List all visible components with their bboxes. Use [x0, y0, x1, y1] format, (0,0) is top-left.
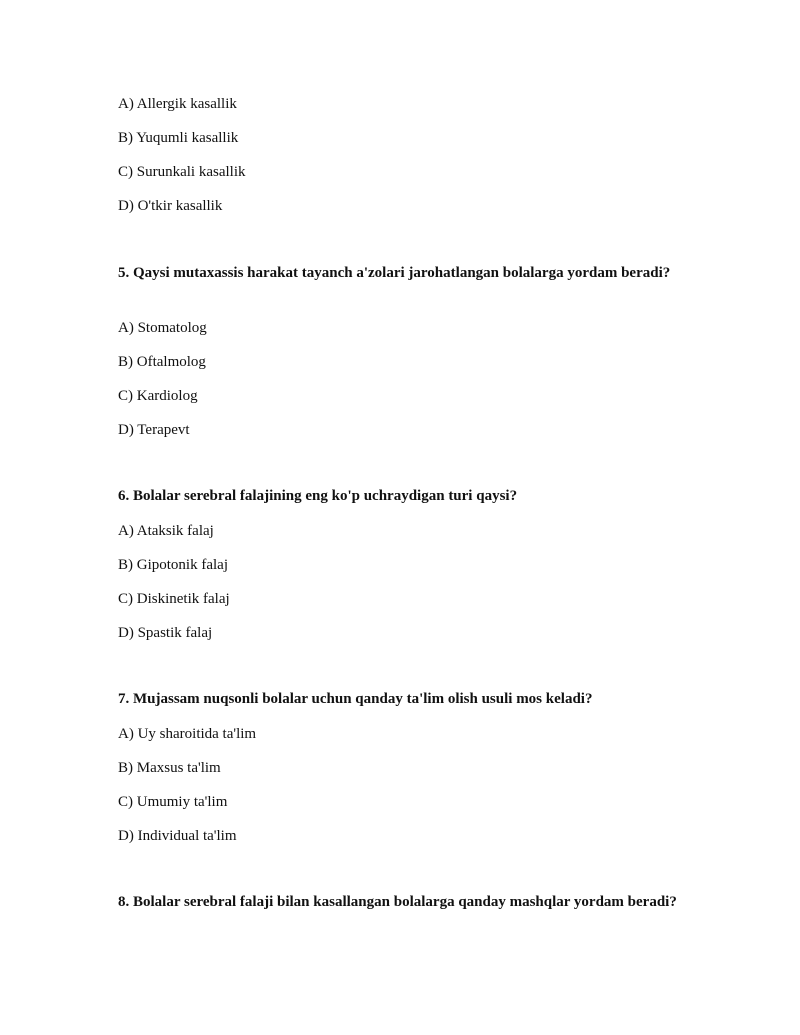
question-7-option-d: D) Individual ta'lim: [118, 828, 237, 844]
question-8-text: 8. Bolalar serebral falaji bilan kasallangan bolalarga qanday mashqlar yordam beradi?: [118, 894, 677, 910]
prev-question-option-d: D) O'tkir kasallik: [118, 198, 223, 214]
question-5-text: 5. Qaysi mutaxassis harakat tayanch a'zolari jarohatlangan bolalarga yordam beradi?: [118, 265, 671, 281]
question-7-option-b: B) Maxsus ta'lim: [118, 760, 221, 776]
question-7-text: 7. Mujassam nuqsonli bolalar uchun qanday ta'lim olish usuli mos keladi?: [118, 691, 593, 707]
question-6-option-c: C) Diskinetik falaj: [118, 591, 230, 607]
question-6-option-b: B) Gipotonik falaj: [118, 557, 228, 573]
prev-question-option-a: A) Allergik kasallik: [118, 96, 237, 112]
question-6-text: 6. Bolalar serebral falajining eng ko'p uchraydigan turi qaysi?: [118, 488, 518, 504]
question-7-option-c: C) Umumiy ta'lim: [118, 794, 228, 810]
question-7-option-a: A) Uy sharoitida ta'lim: [118, 726, 257, 742]
prev-question-option-c: C) Surunkali kasallik: [118, 164, 246, 180]
prev-question-option-b: B) Yuqumli kasallik: [118, 130, 239, 146]
question-6-option-a: A) Ataksik falaj: [118, 523, 214, 539]
question-6-option-d: D) Spastik falaj: [118, 625, 213, 641]
question-5-option-a: A) Stomatolog: [118, 320, 207, 336]
question-5-option-b: B) Oftalmolog: [118, 354, 206, 370]
question-5-option-c: C) Kardiolog: [118, 388, 198, 404]
question-5-option-d: D) Terapevt: [118, 422, 190, 438]
